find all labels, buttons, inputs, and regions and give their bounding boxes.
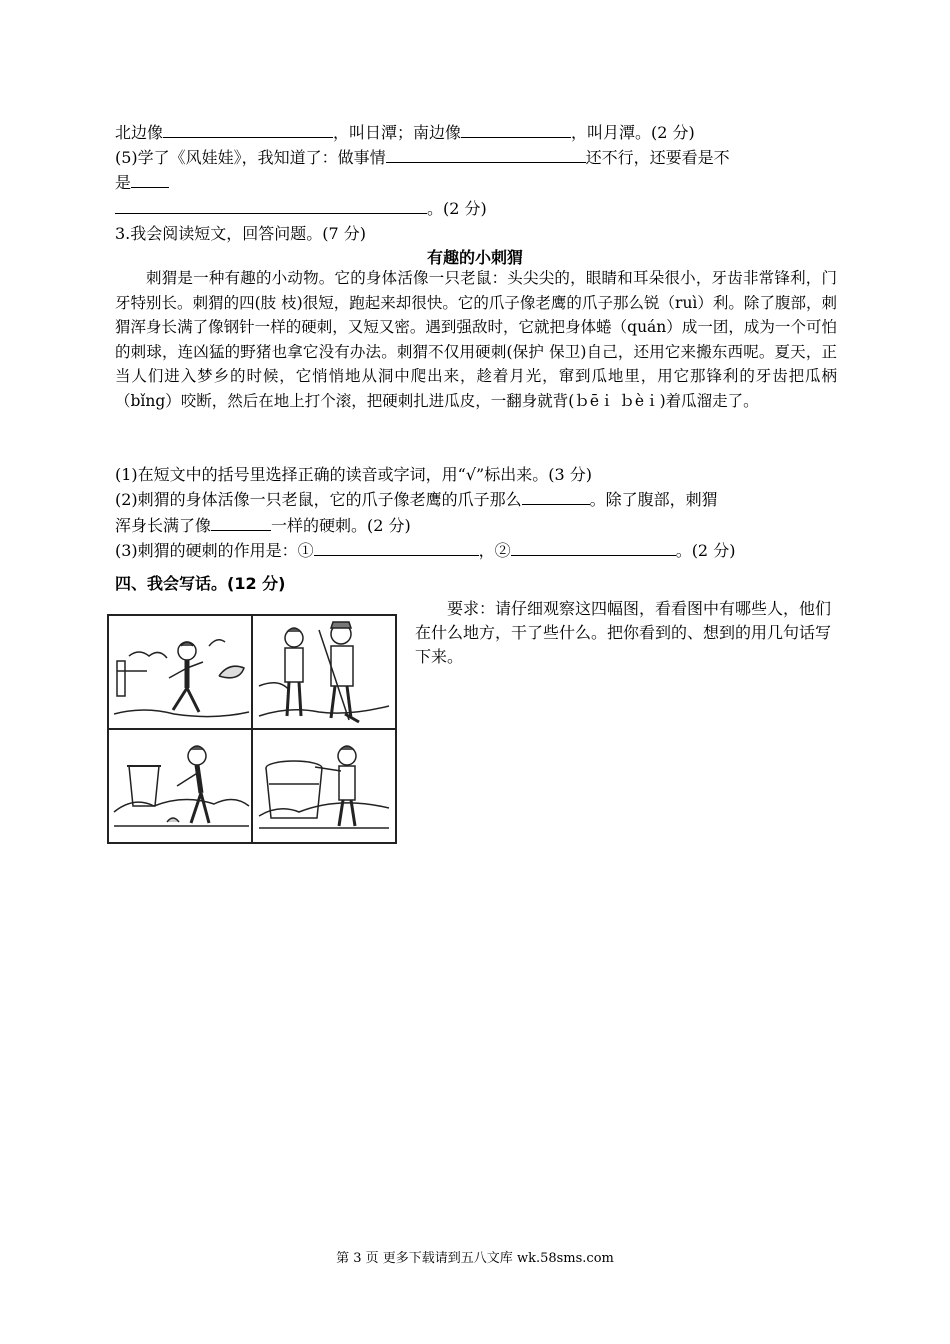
q2-text-c: 浑身长满了像 xyxy=(115,516,212,535)
question-1: (1)在短文中的括号里选择正确的读音或字词，用“√”标出来。(3 分) xyxy=(115,465,592,484)
q5-line1 xyxy=(115,147,730,169)
q4-text-part2: ，叫日潭；南边像 xyxy=(333,123,462,142)
q2-text-d: 一样的硬刺。(2 分) xyxy=(271,516,411,535)
passage-body xyxy=(115,266,837,413)
four-panel-comic xyxy=(107,614,397,844)
q3-text-c: 。(2 分) xyxy=(675,541,736,560)
answer-blank-q5-a[interactable] xyxy=(386,147,586,163)
q2-text-a: (2)刺猬的身体活像一只老鼠，它的爪子像老鹰的爪子那么 xyxy=(115,490,522,509)
answer-blank-q3-2[interactable] xyxy=(511,540,676,556)
q5-text-line2: 是 xyxy=(115,173,132,192)
q3-reading-heading: 3.我会阅读短文，回答问题。(7 分) xyxy=(115,224,367,243)
comic-panel-4 xyxy=(259,746,389,828)
question-3 xyxy=(115,540,735,562)
comic-panel-2 xyxy=(259,622,389,722)
q5-line3 xyxy=(115,198,487,220)
answer-blank-q5-b[interactable] xyxy=(131,172,169,188)
q3-text-b: ，② xyxy=(478,541,511,560)
q4-text-part3: ，叫月潭。(2 分) xyxy=(571,123,695,142)
comic-panel-3 xyxy=(114,746,249,826)
q5-line2 xyxy=(115,172,169,194)
passage-text: 刺猬是一种有趣的小动物。它的身体活像一只老鼠：头尖尖的，眼睛和耳朵很小，牙齿非常锋利，门牙特别长。刺猬的四(肢 枝)很短，跑起来却很快。它的爪子像老鹰的爪子那么锐（ruì）利。除了腹部，刺猬浑身长满了像钢针一样的硬刺，又短又密。遇到强敌时，它就把身体蜷（quán）成一团，成为一个可怕的刺球，连凶猛的野猪也拿它没有办法。刺猬不仅用硬刺(保护 保卫)自己，还用它来搬东西呢。夏天，正当人们进入梦乡的时候，它悄悄地从洞中爬出来，趁着月光，窜到瓜地里，用它那锋利的牙齿把瓜柄（bǐng）咬断，然后在地上打个滚，把硬刺扎进瓜皮，一翻身就背(ｂēｉ ｂèｉ)着瓜溜走了。 xyxy=(115,269,837,410)
page-footer: 第 3 页 更多下载请到五八文库 wk.58sms.com xyxy=(336,1251,614,1266)
writing-requirement: 要求：请仔细观察这四幅图，看看图中有哪些人，他们在什么地方，干了些什么。把你看到的、想到的用几句话写下来。 xyxy=(415,599,832,666)
answer-blank-south[interactable] xyxy=(461,122,571,138)
passage-title: 有趣的小刺猬 xyxy=(426,248,523,267)
question-2-line1 xyxy=(115,489,718,511)
q5-text-b: 还不行，还要看是不 xyxy=(585,148,730,167)
q3-text-a: (3)刺猬的硬刺的作用是：① xyxy=(115,541,314,560)
q2-text-b: 。除了腹部，刺猬 xyxy=(589,490,718,509)
comic-illustration xyxy=(109,616,395,842)
q5-text-a: (5)学了《风娃娃》，我知道了：做事情 xyxy=(115,148,386,167)
q4-text-part1: 北边像 xyxy=(115,123,164,142)
answer-blank-q2-b[interactable] xyxy=(211,515,271,531)
answer-blank-q3-1[interactable] xyxy=(314,540,479,556)
q5-text-end: 。(2 分) xyxy=(427,199,487,218)
answer-blank-q5-c[interactable] xyxy=(115,198,427,214)
answer-blank-north[interactable] xyxy=(163,122,333,138)
comic-panel-1 xyxy=(114,640,249,717)
answer-blank-q2-a[interactable] xyxy=(522,489,590,505)
q4-sun-moon-lake-line xyxy=(115,122,695,144)
section-4-heading: 四、我会写话。(12 分) xyxy=(115,574,286,593)
question-2-line2 xyxy=(115,515,411,537)
